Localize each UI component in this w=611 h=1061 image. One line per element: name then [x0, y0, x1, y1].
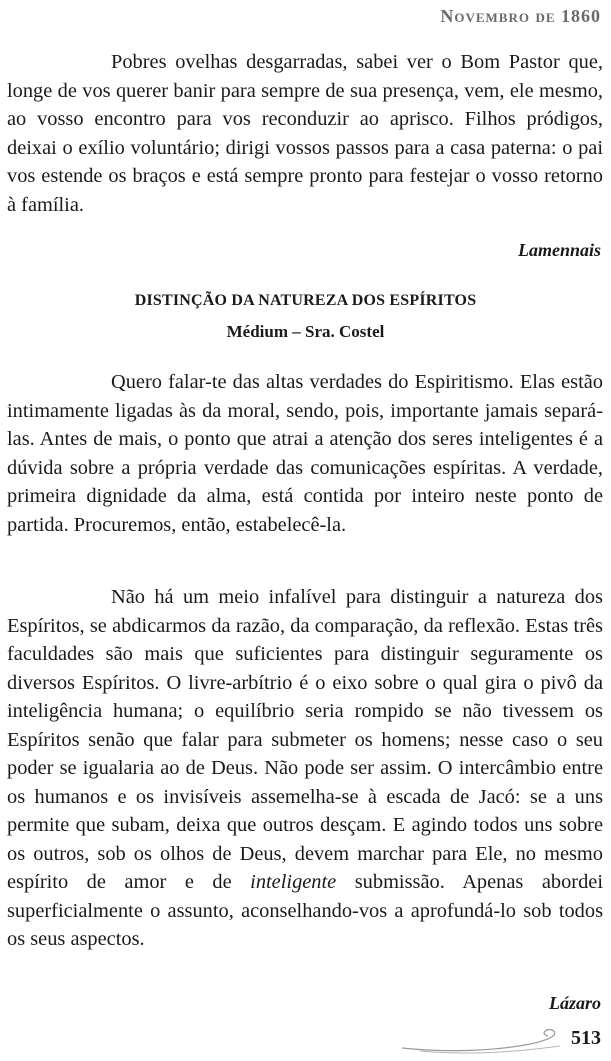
- paragraph-two-start: Não há um meio infalível para distinguir a natureza dos Espíritos, se abdicarmos da razão, da comparação, da reflexão. Estas três faculdades são mais que suficientes para distinguir seguramente os diversos Espíritos. O livre-arbítrio é o eixo sobre o qual gira o pivô da inteligência humana; o equilíbrio seria rompido se não tivessem os Espíritos senão que falar para submeter os homens; nesse caso o seu poder se igualaria ao de Deus. Não pode ser assim. O intercâmbio entre os humanos e os invisíveis assemelha-se à escada de Jacó: se a uns permite que subam, deixa que outros desçam. E agindo todos uns sobre os outros, sob os olhos de Deus, devem marchar para Ele, no mesmo espírito de amor e de: [7, 586, 603, 893]
- paragraph-two-end: submissão. Apenas abordei superficialmente o assunto, aconselhando-vos a aprofundá-lo sob todos os seus aspectos.: [7, 871, 603, 950]
- italic-word: inteligente: [250, 871, 337, 893]
- signature-lamennais: Lamennais: [517, 240, 601, 260]
- paragraph-two: [7, 583, 603, 954]
- running-header: Novembro de 1860: [440, 6, 601, 26]
- paragraph-one: Quero falar-te das altas verdades do Espiritismo. Elas estão intimamente ligadas às da moral, sendo, pois, importante jamais separá-las. Antes de mais, o ponto que atrai a atenção dos seres inteligentes é a dúvida sobre a própria verdade das comunicações espíritas. A verdade, primeira dignidade da alma, está contida por inteiro neste ponto de partida. Procuremos, então, estabelecê-la.: [7, 371, 603, 536]
- signature-lazaro: Lázaro: [548, 993, 601, 1013]
- section-title: DISTINÇÃO DA NATUREZA DOS ESPÍRITOS: [134, 292, 477, 309]
- paragraph-intro: Pobres ovelhas desgarradas, sabei ver o Bom Pastor que, longe de vos querer banir para sempre de sua presença, vem, ele mesmo, ao vosso encontro para vos reconduzir ao aprisco. Filhos pródigos, deixai o exílio voluntário; dirigi vossos passos para a casa paterna: o pai vos estende os braços e está sempre pronto para festejar o vosso retorno à família.: [7, 51, 603, 216]
- medium-subtitle: Médium – Sra. Costel: [226, 322, 385, 341]
- page-number: 513: [571, 1027, 601, 1049]
- swirl-ornament-icon: [400, 1026, 565, 1056]
